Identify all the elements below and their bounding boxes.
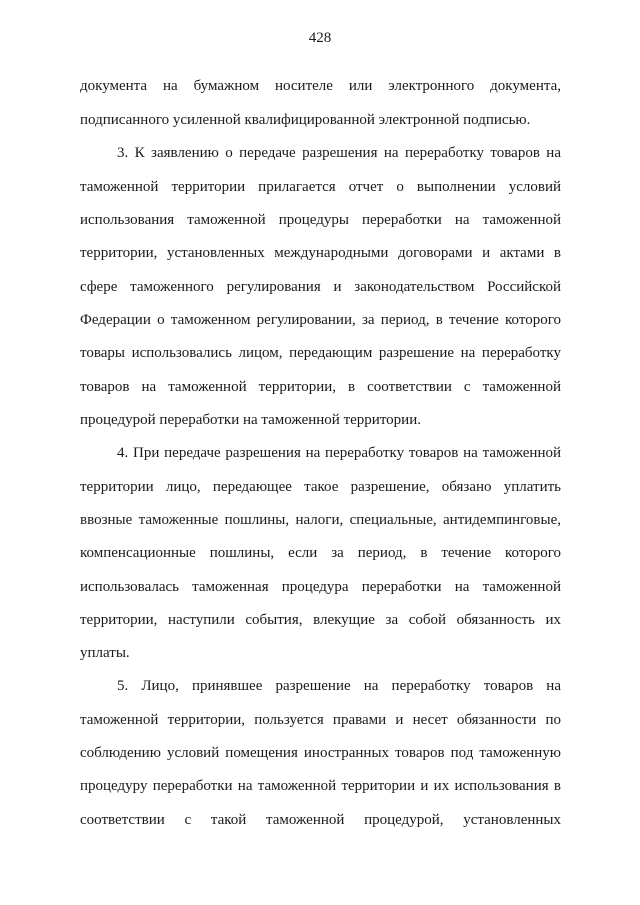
text-line: Федерации о таможенном регулировании, за период, в течение которого: [80, 312, 561, 328]
text-line: соответствии с такой таможенной процедурой, установленных: [80, 812, 561, 828]
text-line: использования таможенной процедуры переработки на таможенной: [80, 212, 561, 228]
text-line: уплаты.: [80, 645, 130, 661]
text-line: территории, установленных международными договорами и актами в: [80, 245, 561, 261]
text-line: соблюдению условий помещения иностранных товаров под таможенную: [80, 745, 561, 761]
text-line: таможенной территории, пользуется правами и несет обязанности по: [80, 712, 561, 728]
text-line: подписанного усиленной квалифицированной электронной подписью.: [80, 112, 531, 128]
text-line: компенсационные пошлины, если за период, в течение которого: [80, 545, 561, 561]
paragraph-3-first-line: 3. К заявлению о передаче разрешения на переработку товаров на: [117, 145, 561, 161]
paragraph-4-first-line: 4. При передаче разрешения на переработку товаров на таможенной: [117, 445, 561, 461]
text-line: товары использовались лицом, передающим разрешение на переработку: [80, 345, 561, 361]
page-number: 428: [308, 30, 332, 46]
text-line: использовалась таможенная процедура переработки на таможенной: [80, 579, 561, 595]
text-line: документа на бумажном носителе или электронного документа,: [80, 78, 561, 94]
paragraph-5-first-line: 5. Лицо, принявшее разрешение на переработку товаров на: [117, 678, 561, 694]
text-line: ввозные таможенные пошлины, налоги, специальные, антидемпинговые,: [80, 512, 561, 528]
text-line: процедуру переработки на таможенной территории и их использования в: [80, 778, 561, 794]
text-line: таможенной территории прилагается отчет о выполнении условий: [80, 179, 561, 195]
text-line: территории, наступили события, влекущие за собой обязанность их: [80, 612, 561, 628]
text-line: товаров на таможенной территории, в соответствии с таможенной: [80, 379, 561, 395]
text-line: сфере таможенного регулирования и законодательством Российской: [80, 279, 561, 295]
text-line: территории лицо, передающее такое разрешение, обязано уплатить: [80, 479, 561, 495]
text-line: процедурой переработки на таможенной территории.: [80, 412, 421, 428]
